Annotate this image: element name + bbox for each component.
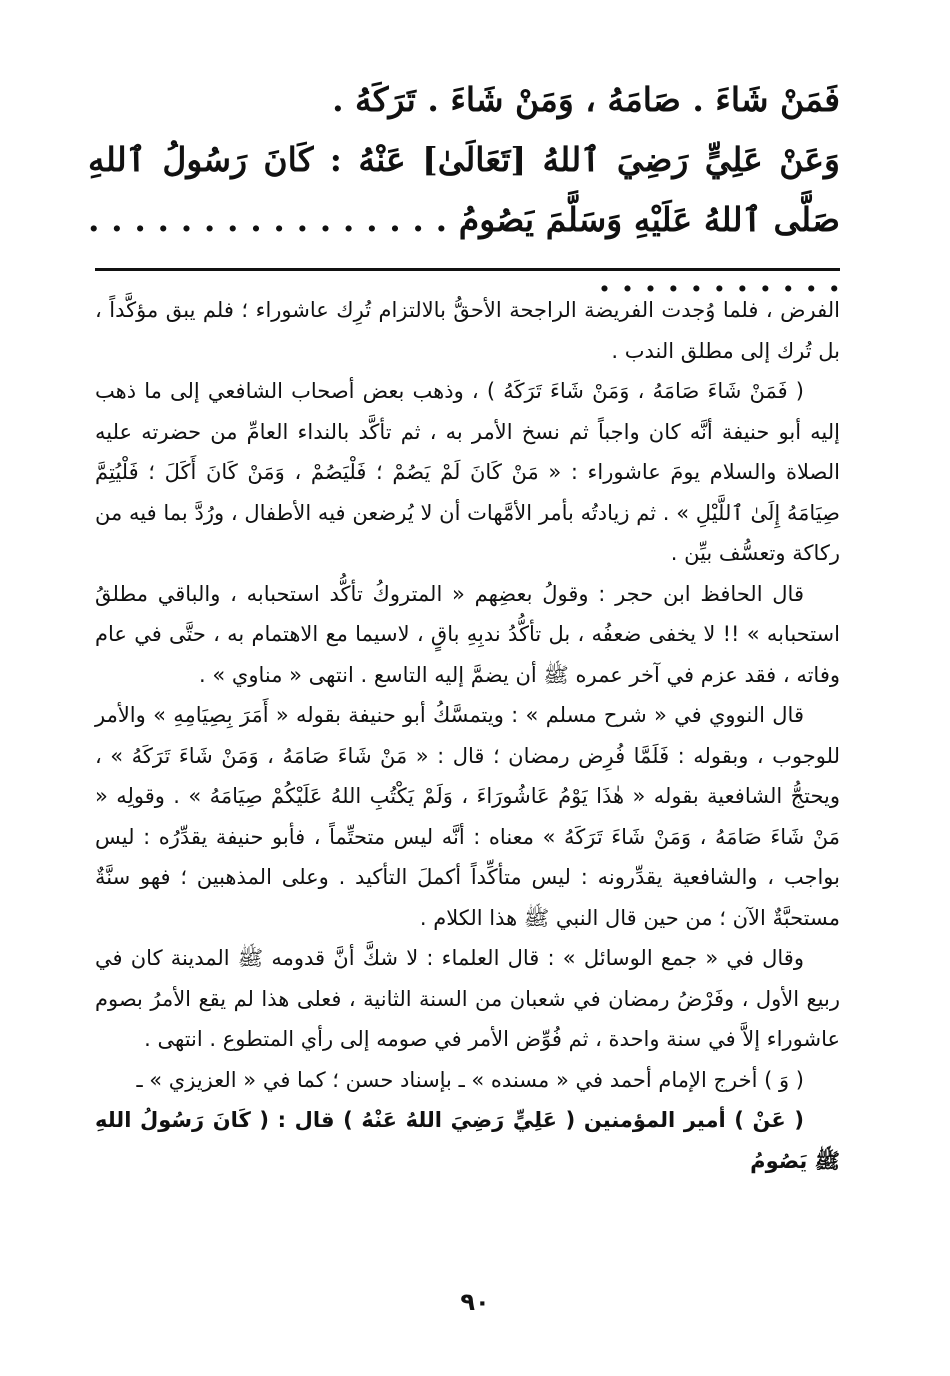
commentary-text: [95, 290, 840, 1181]
footnote-divider: [95, 268, 840, 271]
hadith-line-1: فَمَنْ شَاءَ . صَامَهُ ، وَمَنْ شَاءَ . تَرَكَهُ .: [332, 80, 840, 119]
hadith-text: [88, 70, 840, 310]
commentary-paragraph: وقال في « جمع الوسائل » : قال العلماء : لا شكَّ أنَّ قدومه ﷺ المدينة كان في ربيع الأول ، وفَرْضُ رمضان في شعبان من السنة الثانية ، فعلى هذا لم يقع الأمرُ بصوم عاشوراء إلاَّ في سنة واحدة ، ثم فُوِّض الأمر في صومه إلى رأي المتطوع . انتهى .: [95, 946, 840, 1051]
commentary-paragraph: قال الحافظ ابن حجر : وقولُ بعضِهم « المتروكُ تأكُّد استحبابه ، والباقي مطلقُ استحبابه » !! لا يخفى ضعفُه ، بل تأكُّدُ ندبِهِ باقٍ ، لاسيما مع الاهتمام به ، حتَّى في عام وفاته ، فقد عزم في آخر عمره ﷺ أن يضمَّ إليه التاسع . انتهى « مناوي » .: [95, 581, 840, 687]
commentary-paragraph: الفرض ، فلما وُجدت الفريضة الراجحة الأحقُّ بالالتزام تُرِك عاشوراء ؛ فلم يبق مؤكَّداً ، بل تُرك إلى مطلق الندب .: [95, 298, 840, 363]
page-number: ٩٠: [460, 1288, 490, 1316]
commentary-paragraph: ( وَ ) أخرج الإمام أحمد في « مسنده » ـ بإسناد حسن ؛ كما في « العزيزي » ـ: [136, 1067, 804, 1092]
commentary-paragraph: قال النووي في « شرح مسلم » : ويتمسَّكُ أبو حنيفة بقوله « أَمَرَ بِصِيَامِهِ » والأمر للوجوب ، وبقوله : فَلَمَّا فُرِض رمضان ؛ قال : « مَنْ شَاءَ صَامَهُ ، وَمَنْ شَاءَ تَرَكَهُ » ، ويحتجُّ الشافعية بقوله « هٰذَا يَوْمُ عَاشُورَاءَ ، وَلَمْ يَكْتُبِ اللهُ عَلَيْكُمْ صِيَامَهُ » . وقولِه « مَنْ شَاءَ صَامَهُ ، وَمَنْ شَاءَ تَرَكَهُ » معناه : أنَّه ليس متحتِّماً ، فأبو حنيفة يقدِّرُه : ليس بواجب ، والشافعية يقدِّرونه : ليس متأكِّداً أكملَ التأكيد . وعلى المذهبين ؛ فهو سنَّةٌ مستحبَّةٌ الآن ؛ من حين قال النبي ﷺ هذا الكلام .: [95, 703, 840, 930]
commentary-paragraph: ( فَمَنْ شَاءَ صَامَهُ ، وَمَنْ شَاءَ تَرَكَهُ ) ، وذهب بعض أصحاب الشافعي إلى ما ذهب إليه أبو حنيفة أنَّه كان واجباً ثم نسخ الأمر به ، ثم تأكَّد بالنداء العامِّ من حضرته عليه الصلاة والسلام يومَ عاشوراء : « مَنْ كَانَ لَمْ يَصُمْ ؛ فَلْيَصُمْ ، وَمَنْ كَانَ أَكَلَ ؛ فَلْيُتِمَّ صِيَامَهُ إِلَىٰ ٱللَّيْلِ » . ثم زيادتُه بأمر الأمَّهات أن لا يُرضعن فيه الأطفال ، ورُدَّ بما فيه من ركاكة وتعسُّف بيِّن .: [95, 379, 840, 565]
hadith-paragraph-2: وَعَنْ عَلِيٍّ رَضِيَ ٱللهُ [تَعَالَىٰ] عَنْهُ : كَانَ رَسُولُ ٱللهِ صَلَّى ٱللهُ عَلَيْهِ وَسَلَّمَ يَصُومُ . . . . . . . . . . . . . . . . . . . . . . . . . . .: [88, 140, 840, 299]
commentary-paragraph: ( عَنْ ) أمير المؤمنين ( عَلِيٍّ رَضِيَ اللهُ عَنْهُ ) قال : ( كَانَ رَسُولُ اللهِ ﷺ يَصُومُ: [95, 1108, 840, 1173]
